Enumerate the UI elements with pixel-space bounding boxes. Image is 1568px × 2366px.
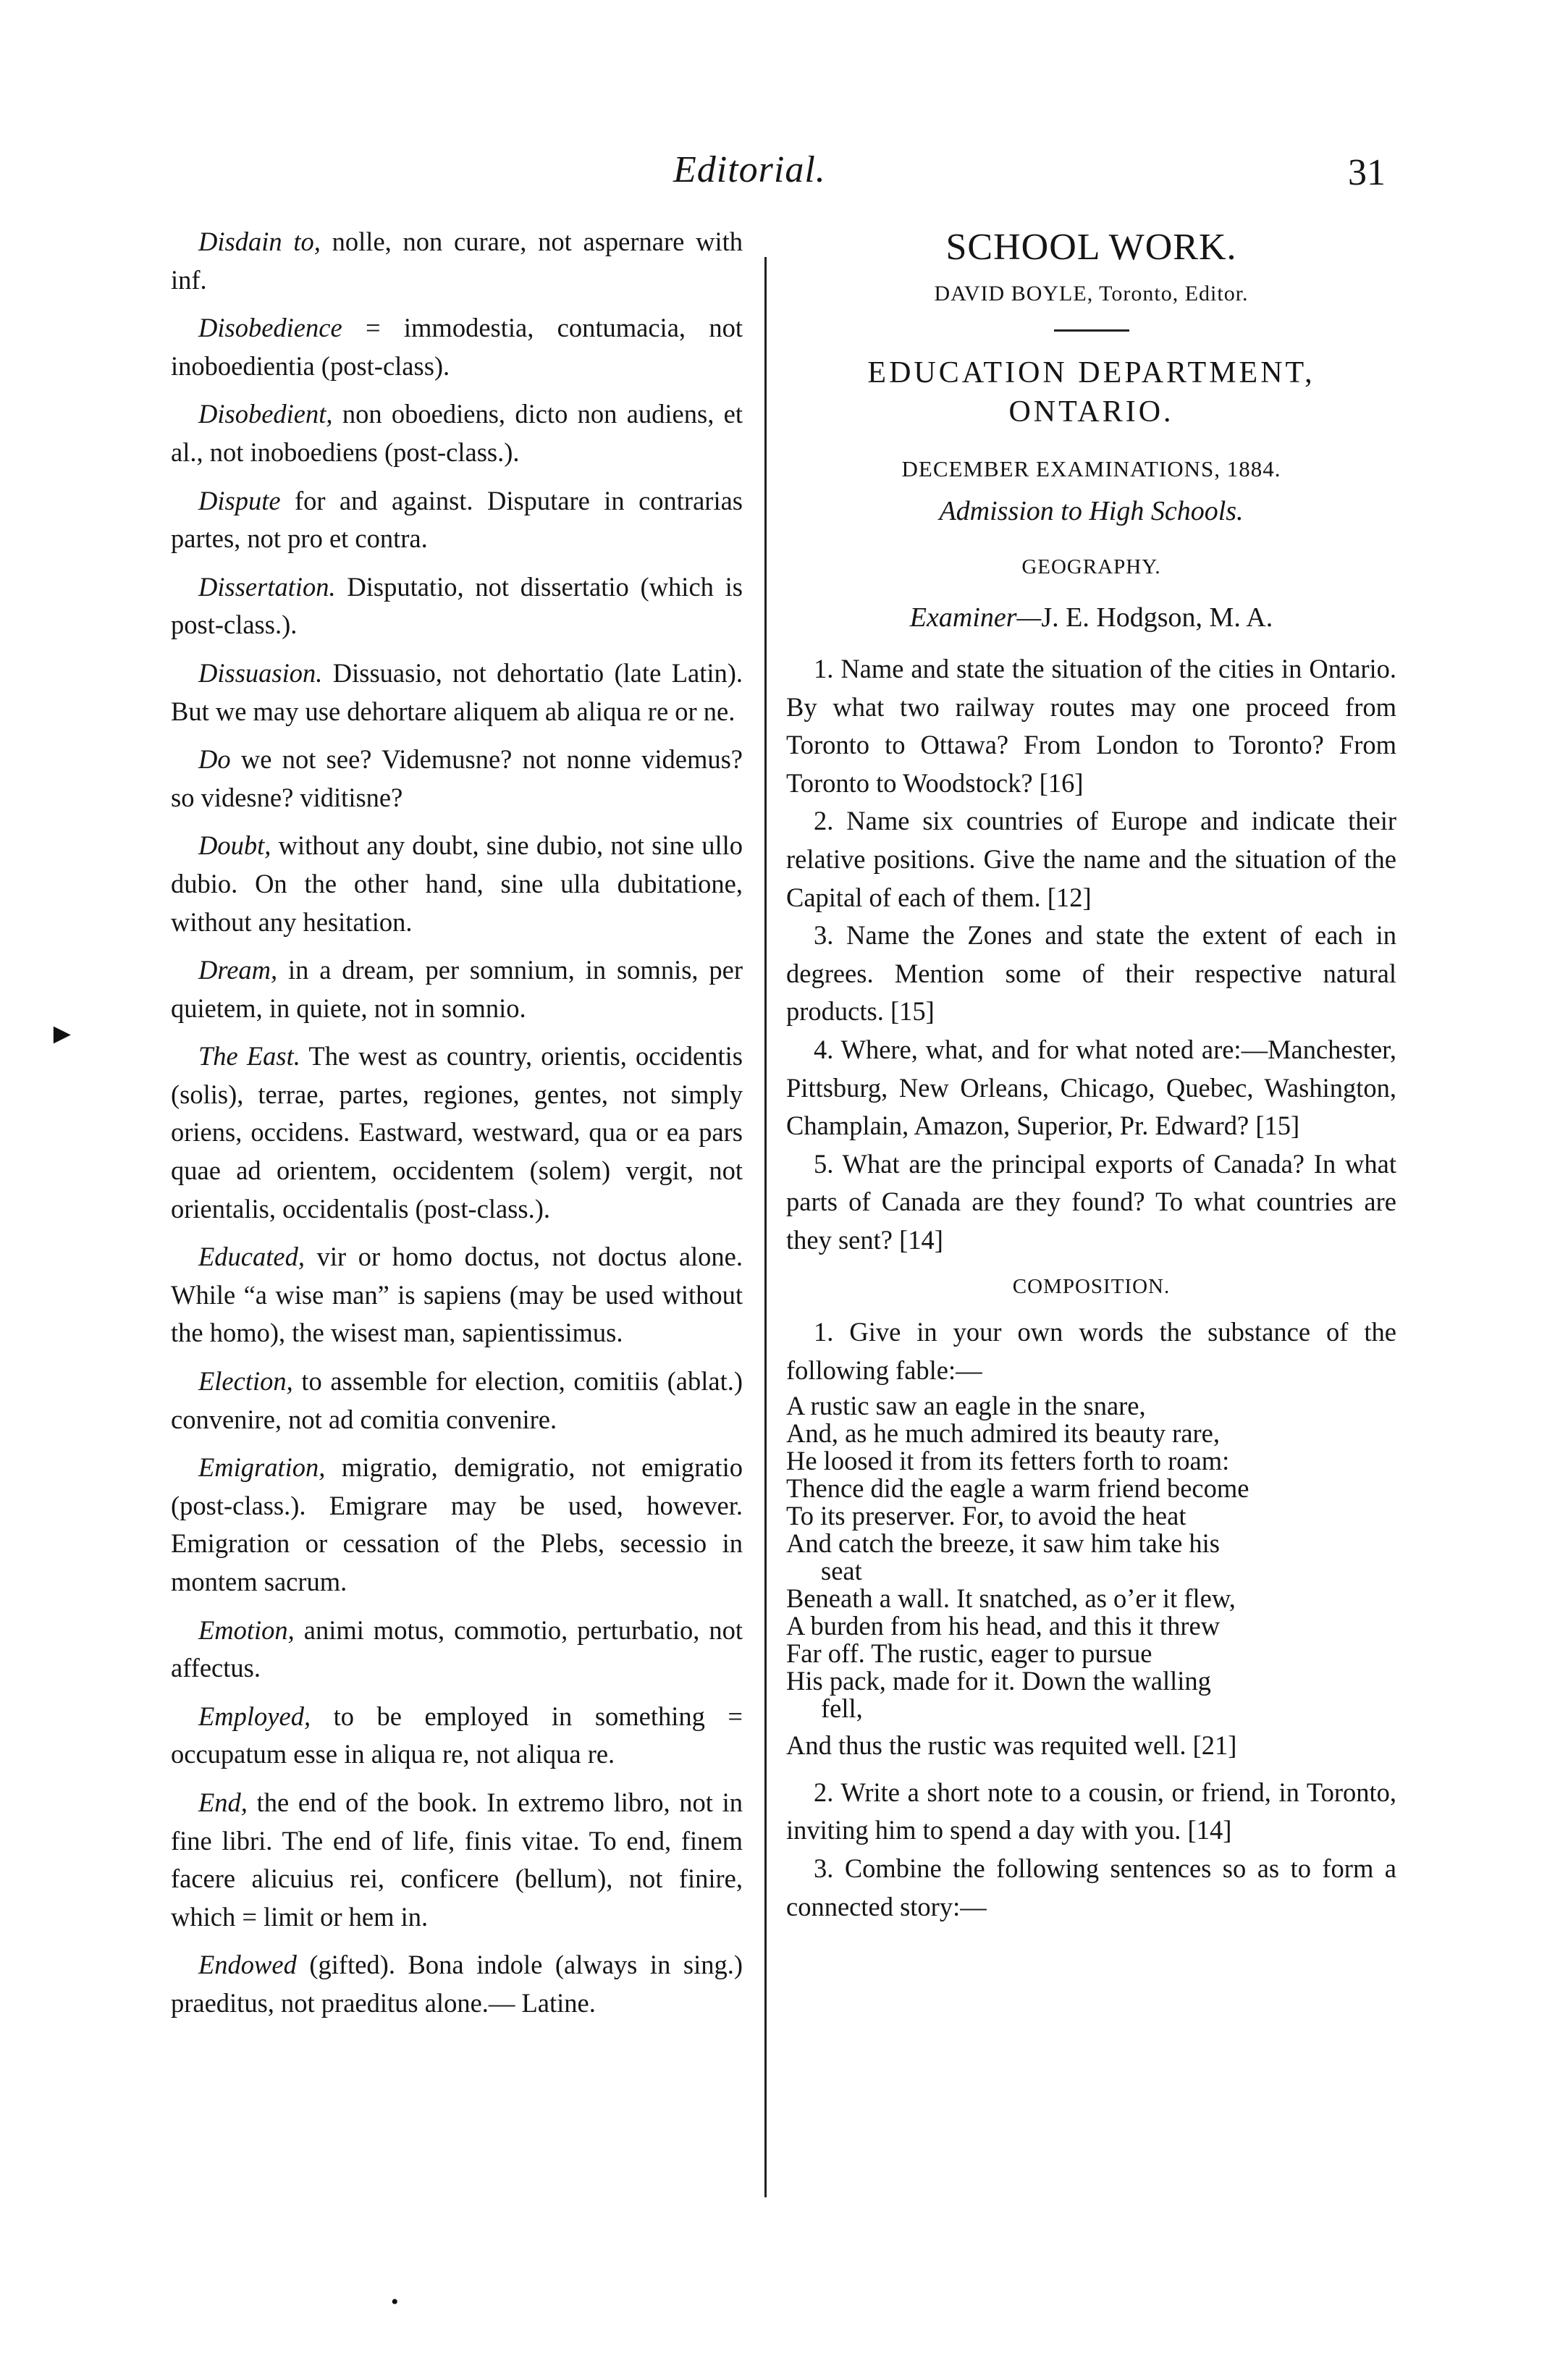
entry-text: = immodestia, contumacia, not inoboedientia (post-class). — [171, 313, 743, 381]
poem-line: Thence did the eagle a warm friend become — [786, 1473, 1249, 1504]
poem-line: And, as he much admired its beauty rare, — [786, 1418, 1221, 1449]
dictionary-entry — [171, 951, 743, 1027]
running-title: Editorial. — [673, 149, 826, 190]
entry-text: non oboediens, dicto non audiens, et al., not inoboediens (post-class.). — [171, 399, 743, 467]
dictionary-entry — [171, 1946, 743, 2022]
dictionary-entry — [171, 1363, 743, 1439]
margin-arrow-mark: ► — [48, 1017, 77, 1050]
poem-line: fell, — [821, 1693, 863, 1724]
ink-dot-mark: • — [391, 2290, 399, 2314]
poem-line: He loosed it from its fetters forth to roam: — [786, 1446, 1230, 1476]
dictionary-entry — [171, 1698, 743, 1774]
composition-question: 3. Combine the following sentences so as to form a connected story:— — [786, 1853, 1396, 1921]
poem-line: And catch the breeze, it saw him take his — [786, 1528, 1220, 1559]
entry-text: we not see? Videmusne? not nonne videmus? so videsne? viditisne? — [171, 744, 743, 812]
entry-text: (gifted). Bona indole (always in sing.) praeditus, not praeditus alone.— Latine. — [171, 1950, 743, 2018]
section-title: SCHOOL WORK. — [945, 227, 1237, 268]
entry-text: for and against. Disputare in contrarias partes, not pro et contra. — [171, 485, 743, 554]
dictionary-entry — [171, 223, 743, 299]
entry-term: Emigration, — [198, 1452, 326, 1483]
dictionary-entry — [171, 395, 743, 471]
poem-line: A rustic saw an eagle in the snare, — [786, 1391, 1146, 1421]
poem-line: Far off. The rustic, eager to pursue — [786, 1638, 1152, 1669]
entry-text: in a dream, per somnium, in somnis, per quietem, in quiete, not in somnio. — [171, 955, 743, 1023]
entry-term: Dissuasion. — [198, 657, 323, 688]
poem-line: To its preserver. For, to avoid the heat — [786, 1501, 1186, 1531]
entry-text: Disputatio, not dissertatio (which is post-class.). — [171, 571, 743, 640]
entry-term: Endowed — [198, 1950, 297, 1980]
entry-term: The East. — [198, 1041, 300, 1072]
composition-heading: COMPOSITION. — [1012, 1275, 1171, 1299]
entry-text: Dissuasio, not dehortatio (late Latin). But we may use dehortare aliquem ab aliqua re or ne. — [171, 657, 743, 726]
entry-term: End, — [198, 1787, 248, 1817]
entry-term: Dream, — [198, 955, 278, 985]
geography-question: 3. Name the Zones and state the extent of each in degrees. Mention some of their respective natural products. [15] — [786, 920, 1396, 1027]
entry-text: the end of the book. In extremo libro, not in fine libri. The end of life, finis vitae. To end, finem facere alicuius rei, conficere (bellum), not finire, which = limit or hem in. — [171, 1787, 743, 1932]
entry-text: migratio, demigratio, not emigratio (post-class.). Emigrare may be used, however. Emigration or cessation of the Plebs, secessio in montem sacrum. — [171, 1452, 743, 1596]
exams-heading: DECEMBER EXAMINATIONS, 1884. — [901, 455, 1281, 481]
composition-question: 2. Write a short note to a cousin, or friend, in Toronto, inviting him to spend a day with you. [14] — [786, 1777, 1396, 1845]
examiner-name: J. E. Hodgson, M. A. — [1041, 602, 1273, 633]
geography-question: 1. Name and state the situation of the cities in Ontario. By what two railway routes may one proceed from Toronto to Ottawa? From London to Toronto? From Toronto to Woodstock? [16] — [786, 653, 1396, 798]
dictionary-entry — [171, 1449, 743, 1601]
dictionary-entry — [171, 741, 743, 817]
entry-term: Employed, — [198, 1701, 311, 1731]
entry-term: Disdain to, — [198, 227, 321, 256]
dictionary-entry — [171, 309, 743, 385]
editor-line: DAVID BOYLE, Toronto, Editor. — [934, 282, 1249, 306]
poem-line: Beneath a wall. It snatched, as o’er it flew, — [786, 1583, 1236, 1614]
dictionary-entry — [171, 654, 743, 731]
short-rule — [1054, 329, 1129, 332]
entry-term: Election, — [198, 1366, 293, 1397]
poem-line: His pack, made for it. Down the walling — [786, 1666, 1211, 1696]
admission-heading: Admission to High Schools. — [939, 496, 1244, 527]
entry-term: Doubt, — [198, 830, 271, 861]
entry-term: Dissertation. — [198, 571, 336, 602]
running-head — [0, 148, 1568, 206]
poem-line: A burden from his head, and this it threw — [786, 1611, 1221, 1641]
dictionary-entry — [171, 827, 743, 941]
column-rule — [764, 257, 767, 2197]
right-column — [786, 223, 1396, 1926]
dictionary-entry — [171, 1784, 743, 1936]
entry-text: animi motus, commotio, perturbatio, not affectus. — [171, 1614, 743, 1683]
page-number: 31 — [1348, 152, 1386, 193]
department-line: ONTARIO. — [1008, 395, 1174, 429]
department-line: EDUCATION DEPARTMENT, — [867, 355, 1315, 390]
entry-text: The west as country, orientis, occidentis (solis), terrae, partes, regiones, gentes, not simply oriens, occidens. Eastward, westward, qua or ea pars quae ad orientem, occidentem (solem) vergit, not orientalis, occidentalis (post-class.). — [171, 1041, 743, 1224]
entry-term: Emotion, — [198, 1614, 295, 1645]
dictionary-entry — [171, 482, 743, 558]
geography-question: 2. Name six countries of Europe and indicate their relative positions. Give the name and the situation of the Capital of each of them. [12] — [786, 806, 1396, 912]
geography-question: 4. Where, what, and for what noted are:—Manchester, Pittsburg, New Orleans, Chicago, Quebec, Washington, Champlain, Amazon, Superior, Pr. Edward? [15] — [786, 1034, 1396, 1141]
entry-text: vir or homo doctus, not doctus alone. While “a wise man” is sapiens (may be used without the homo), the wisest man, sapientissimus. — [171, 1242, 743, 1348]
entry-text: to be employed in something = occupatum esse in aliqua re, not aliqua re. — [171, 1701, 743, 1769]
fable-poem — [786, 1392, 1396, 1722]
entry-term: Disobedience — [198, 313, 342, 343]
geography-heading: GEOGRAPHY. — [1021, 555, 1161, 578]
poem-line: And thus the rustic was requited well. [21] — [786, 1730, 1237, 1761]
examiner-label: Examiner— — [909, 602, 1042, 633]
entry-term: Educated, — [198, 1242, 305, 1272]
entry-text: without any doubt, sine dubio, not sine ullo dubio. On the other hand, sine ulla dubitatione, without any hesitation. — [171, 830, 743, 937]
entry-term: Do — [198, 744, 231, 775]
entry-term: Dispute — [198, 485, 281, 515]
left-column — [171, 223, 743, 2023]
dictionary-entry — [171, 1238, 743, 1352]
composition-question: 1. Give in your own words the substance of the following fable:— — [786, 1317, 1396, 1385]
entry-term: Disobedient, — [198, 399, 333, 429]
entry-text: nolle, non curare, not aspernare with inf. — [171, 227, 743, 295]
entry-text: to assemble for election, comitiis (ablat.) convenire, not ad comitia convenire. — [171, 1366, 743, 1434]
dictionary-entry — [171, 1612, 743, 1688]
geography-question: 5. What are the principal exports of Canada? In what parts of Canada are they found? To what countries are they sent? [14] — [786, 1148, 1396, 1255]
dictionary-entry — [171, 568, 743, 644]
dictionary-entry — [171, 1037, 743, 1228]
examiner-line — [786, 599, 1396, 637]
poem-line: seat — [821, 1556, 862, 1586]
